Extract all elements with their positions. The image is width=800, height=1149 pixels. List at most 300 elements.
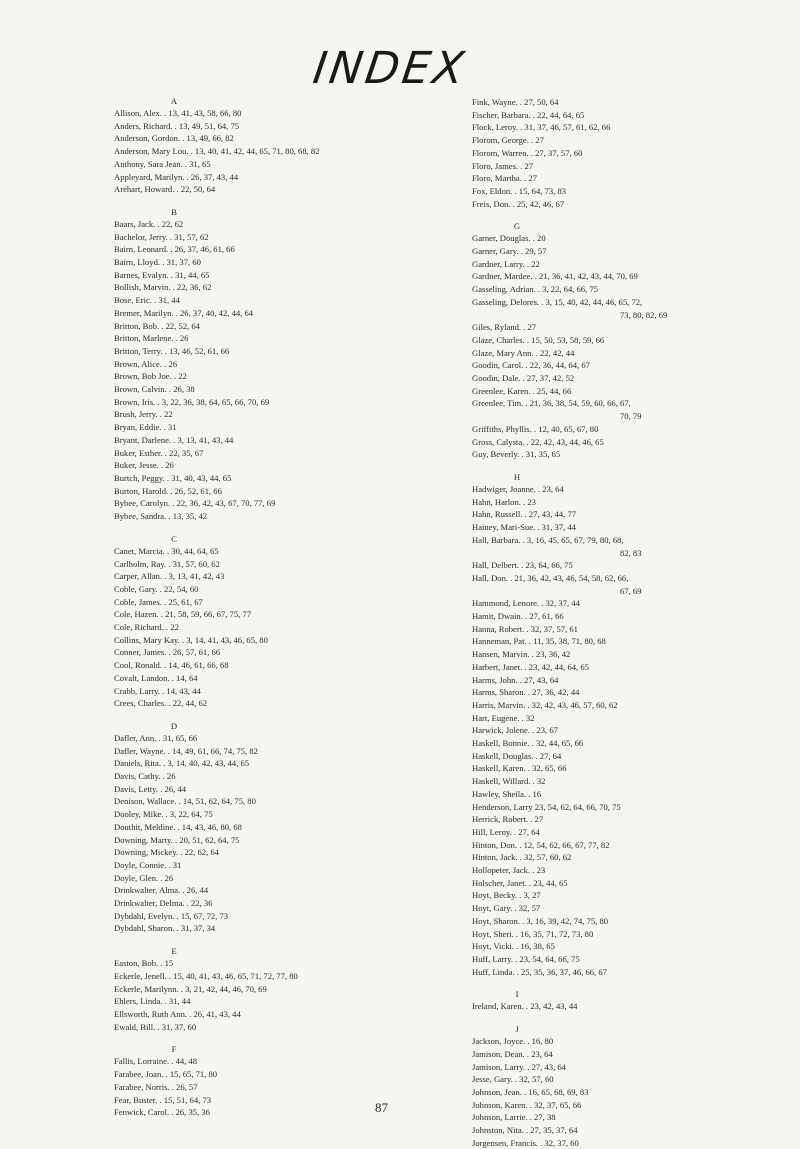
index-entry <box>104 834 464 847</box>
index-entry <box>104 510 464 523</box>
index-entry <box>104 434 464 447</box>
entry-text: Buker, Jesse. . 26 <box>114 460 174 471</box>
entry-text: Gasseling, Adrian. . 3, 22, 64, 66, 75 <box>472 284 599 295</box>
index-entry <box>462 813 800 826</box>
index-entry <box>462 397 800 422</box>
index-entry <box>104 672 464 685</box>
entry-text: Anthony, Sara Jean. . 31, 65 <box>114 158 211 169</box>
entry-text: Hamit, Dwain. . 27, 61, 66 <box>472 611 564 622</box>
entry-text: Barnes, Evalyn. . 31, 44, 65 <box>114 269 210 280</box>
index-entry <box>462 1000 800 1013</box>
entry-text: Farabee, Norris. . 26, 57 <box>114 1081 198 1092</box>
index-entry <box>104 897 464 910</box>
entry-text: Crabb, Larry. . 14, 43, 44 <box>114 685 201 696</box>
index-entry <box>104 158 464 171</box>
section-letter: E <box>171 946 177 957</box>
entry-text: Drinkwalter, Delma. . 22, 36 <box>114 898 213 909</box>
entry-text: Brown, Bob Joe. . 22 <box>114 371 187 382</box>
index-entry <box>104 745 464 758</box>
index-entry <box>104 332 464 345</box>
entry-text: Haskell, Willard. . 32 <box>472 776 546 787</box>
index-entry <box>104 757 464 770</box>
entry-text: Hall, Delbert. . 23, 64, 66, 75 <box>472 560 573 571</box>
section-letter: H <box>513 471 521 482</box>
index-entry <box>104 1094 464 1107</box>
entry-text: Gasseling, Delores. . 3, 15, 40, 42, 44, 46, 65, 72, <box>472 296 643 307</box>
index-entry <box>104 1055 464 1068</box>
entry-text: Bybee, Carolyn. . 22, 36, 42, 43, 67, 70, 77, 69 <box>114 498 276 509</box>
entry-text: Cole, Richard. . 22 <box>114 622 179 633</box>
entry-text: Covalt, Landon. . 14, 64 <box>114 672 198 683</box>
index-entry <box>104 859 464 872</box>
index-entry <box>462 1137 800 1149</box>
index-entry <box>462 436 800 449</box>
index-section <box>462 96 800 210</box>
index-entry <box>104 183 464 196</box>
index-entry <box>462 347 800 360</box>
entry-text: Bryan, Eddie. . 31 <box>114 422 177 433</box>
entry-text: Herrick, Robert. . 27 <box>472 814 544 825</box>
entry-text: Hahn, Harlon. . 23 <box>472 496 536 507</box>
index-entry <box>462 385 800 398</box>
section-letter: D <box>170 720 178 731</box>
index-entry <box>462 559 800 572</box>
entry-text: Cool, Ronald. . 14, 46, 61, 66, 68 <box>114 660 229 671</box>
entry-text: Bose, Eric. . 31, 44 <box>114 295 180 306</box>
entry-text: Daniels, Rita. . 3, 14, 40, 42, 43, 44, 65 <box>114 758 250 769</box>
index-section <box>462 472 800 978</box>
index-entry <box>462 109 800 122</box>
entry-text: Hinton, Don. . 12, 54, 62, 66, 67, 77, 82 <box>472 839 610 850</box>
entry-text: Henderson, Larry 23, 54, 62, 64, 66, 70, 75 <box>472 801 621 812</box>
index-entry <box>462 160 800 173</box>
entry-text: Hainey, Mari-Sue. . 31, 37, 44 <box>472 522 576 533</box>
index-entry <box>462 1061 800 1074</box>
entry-text: Ireland, Karen. . 23, 42, 43, 44 <box>472 1001 578 1012</box>
index-entry <box>462 270 800 283</box>
entry-text: Bairn, Lloyd. . 31, 37, 60 <box>114 257 201 268</box>
entry-text: Appleyard, Marilyn. . 26, 37, 43, 44 <box>114 171 239 182</box>
entry-text: Davis, Cathy. . 26 <box>114 771 176 782</box>
entry-text: Johnston, Nita. . 27, 35, 37, 64 <box>472 1125 578 1136</box>
index-entry <box>104 107 464 120</box>
entry-text: Hall, Don. . 21, 36, 42, 43, 46, 54, 58, 62, 66, <box>472 572 629 583</box>
entry-text: Flock, Leroy. . 31, 37, 46, 57, 61, 62, 66 <box>472 122 611 133</box>
index-entry <box>462 147 800 160</box>
index-entry <box>104 621 464 634</box>
index-column-right <box>462 96 800 1149</box>
index-entry <box>104 231 464 244</box>
entry-text: Brown, Iris. . 3, 22, 36, 38, 64, 65, 66, 70, 69 <box>114 396 270 407</box>
index-entry <box>104 983 464 996</box>
entry-text: Haskell, Bonnie. . 32, 44, 65, 66 <box>472 738 584 749</box>
index-entry <box>104 345 464 358</box>
entry-text: Coble, James. . 25, 61, 67 <box>114 596 203 607</box>
entry-text: Floro, Martha. . 27 <box>472 173 537 184</box>
entry-text: Hanna, Robert. . 32, 37, 57, 61 <box>472 623 578 634</box>
entry-text: Guy, Beverly. . 31, 35, 65 <box>472 449 561 460</box>
entry-text: Britton, Marlene. . 26 <box>114 333 189 344</box>
entry-text: Coble, Gary. . 22, 54, 60 <box>114 583 199 594</box>
index-entry <box>104 732 464 745</box>
entry-text: Freis, Don. . 25, 42, 46, 67 <box>472 198 565 209</box>
entry-text: Ellsworth, Ruth Ann. . 26, 41, 43, 44 <box>114 1009 241 1019</box>
entry-text: Doyle, Connie. . 31 <box>114 859 182 870</box>
index-entry <box>462 597 800 610</box>
entry-text: Hawley, Sheila. . 16 <box>472 788 542 799</box>
index-entry <box>462 877 800 890</box>
entry-text: Haskell, Douglas. . 27, 64 <box>472 750 562 761</box>
index-entry <box>104 307 464 320</box>
entry-text: Gross, Calysta. . 22, 42, 43, 44, 46, 65 <box>472 436 604 447</box>
entry-text: Fox, Eldon. . 15, 64, 73, 83 <box>472 185 567 196</box>
entry-text: Douthit, Meldine. . 14, 43, 46, 80, 68 <box>114 821 242 832</box>
index-entry <box>462 448 800 461</box>
section-letter: F <box>171 1044 177 1055</box>
entry-text: Britton, Bob. . 22, 52, 64 <box>114 320 200 331</box>
entry-text: Davis, Letty. . 26, 44 <box>114 783 187 794</box>
entry-text: Carlholm, Ray. . 31, 57, 60, 62 <box>114 558 220 569</box>
index-section <box>104 534 464 710</box>
index-entry <box>104 396 464 409</box>
index-entry <box>104 281 464 294</box>
entry-text: Carper, Allan. . 3, 13, 41, 42, 43 <box>114 571 225 582</box>
index-entry <box>104 558 464 571</box>
entry-text: Denison, Wallace. . 14, 51, 62, 64, 75, 80 <box>114 796 256 807</box>
index-entry <box>462 296 800 321</box>
index-entry <box>462 1086 800 1099</box>
entry-text: Huff, Linda. . 25, 35, 36, 37, 46, 66, 67 <box>472 966 607 977</box>
index-entry <box>462 134 800 147</box>
index-entry <box>462 1124 800 1137</box>
entry-text: Brush, Jerry. . 22 <box>114 409 173 420</box>
index-entry <box>462 572 800 597</box>
index-entry <box>104 872 464 885</box>
entry-text: Glaze, Charles. . 15, 50, 53, 58, 59, 66 <box>472 334 605 345</box>
index-entry <box>104 171 464 184</box>
index-entry <box>462 483 800 496</box>
index-entry <box>462 851 800 864</box>
index-section <box>462 221 800 461</box>
entry-text: Burtch, Peggy. . 31, 40, 43, 44, 65 <box>114 472 232 483</box>
index-section <box>462 989 800 1013</box>
index-entry <box>104 243 464 256</box>
entry-text: Harms, John. . 27, 43, 64 <box>472 674 559 685</box>
entry-text: Jamison, Larry. . 27, 43, 64 <box>472 1061 566 1072</box>
index-entry <box>104 846 464 859</box>
entry-text: Brown, Alice. . 26 <box>114 358 178 369</box>
entry-text: Britton, Terry. . 13, 46, 52, 61, 66 <box>114 345 230 356</box>
index-entry <box>104 995 464 1008</box>
entry-text: Hansen, Marvin. . 23, 36, 42 <box>472 649 571 660</box>
section-letter: I <box>515 989 519 1000</box>
entry-text: Florom, Warren. . 27, 37, 57, 60 <box>472 147 583 158</box>
index-entry <box>104 132 464 145</box>
entry-text: Cole, Hazen. . 21, 58, 59, 66, 67, 75, 77 <box>114 609 252 620</box>
index-section <box>104 946 464 1033</box>
entry-text: Bybee, Sandra. . 13, 35, 42 <box>114 511 208 522</box>
index-entry <box>104 922 464 935</box>
entry-text: Downing, Mickey. . 22, 62, 64 <box>114 847 219 858</box>
entry-text: Jorgensen, Francis. . 32, 37, 60 <box>472 1137 579 1148</box>
index-entry <box>462 245 800 258</box>
section-letter: B <box>171 206 177 217</box>
index-entry <box>462 788 800 801</box>
entry-text: Bachelor, Jerry. . 31, 57, 62 <box>114 231 209 242</box>
entry-text: Eckerle, Jenell. . 15, 40, 41, 43, 46, 65, 71, 72, 77, 80 <box>114 970 298 981</box>
entry-text: Hollopeter, Jack. . 23 <box>472 865 546 876</box>
index-entry <box>462 712 800 725</box>
entry-text: Johnson, Jean. . 16, 65, 68, 69, 83 <box>472 1086 589 1097</box>
index-entry <box>462 534 800 559</box>
index-entry <box>462 775 800 788</box>
entry-text: Huff, Larry. . 23, 54, 64, 66, 75 <box>472 954 580 964</box>
index-entry <box>462 172 800 185</box>
index-entry <box>462 521 800 534</box>
entry-text: Crees, Charles. . 22, 44, 62 <box>114 698 208 709</box>
index-entry <box>104 256 464 269</box>
index-section <box>104 96 464 196</box>
entry-text: Bollish, Marvin. . 22, 36, 62 <box>114 282 212 293</box>
index-entry <box>462 889 800 902</box>
section-letter: J <box>515 1024 519 1035</box>
index-entry <box>104 634 464 647</box>
entry-text: Eckerle, Marilynn. . 3, 21, 42, 44, 46, 70, 69 <box>114 983 267 994</box>
index-entry <box>104 320 464 333</box>
index-entry <box>462 496 800 509</box>
index-entry <box>104 1068 464 1081</box>
entry-text: Goodin, Dale. . 27, 37, 42, 52 <box>472 373 575 384</box>
entry-text: Harbert, Janet. . 23, 42, 44, 64, 65 <box>472 661 589 672</box>
index-entry <box>104 770 464 783</box>
index-entry <box>104 358 464 371</box>
entry-text: Drinkwalter, Alma. . 26, 44 <box>114 885 209 896</box>
entry-text: Garner, Douglas. . 20 <box>472 233 546 244</box>
index-entry <box>462 359 800 372</box>
entry-text: Bairn, Leonard. . 26, 37, 46, 61, 66 <box>114 244 235 255</box>
index-entry <box>104 821 464 834</box>
index-entry <box>462 686 800 699</box>
index-entry <box>104 608 464 621</box>
entry-text: Greenlee, Karen. . 25, 44, 66 <box>472 385 572 396</box>
index-entry <box>462 508 800 521</box>
index-section <box>104 721 464 935</box>
entry-text: Buker, Esther. . 22, 35, 67 <box>114 447 204 458</box>
index-entry <box>462 635 800 648</box>
entry-text: Anderson, Gordon. . 13, 49, 66, 82 <box>114 133 234 144</box>
entry-text: Fenwick, Carol. . 26, 35, 36 <box>114 1107 210 1118</box>
entry-text: Arehart, Howard. . 22, 50, 64 <box>114 184 216 195</box>
index-entry <box>462 699 800 712</box>
page-title: INDEX <box>310 43 470 95</box>
entry-text: Florom, George. . 27 <box>472 135 544 146</box>
index-entry <box>104 583 464 596</box>
entry-text: Hahn, Russell. . 27, 43, 44, 77 <box>472 509 577 520</box>
section-letter: G <box>513 221 521 232</box>
index-entry <box>104 408 464 421</box>
index-entry <box>462 839 800 852</box>
index-entry <box>104 545 464 558</box>
index-section <box>104 207 464 523</box>
entry-text: Burton, Harold. . 26, 52, 61, 66 <box>114 485 222 496</box>
entry-continuation: 67, 69 <box>620 585 642 596</box>
index-entry <box>462 940 800 953</box>
entry-text: Gardner, Larry. . 22 <box>472 258 540 269</box>
entry-text: Jesse, Gary. . 32, 57, 60 <box>472 1074 554 1085</box>
index-entry <box>462 864 800 877</box>
index-entry <box>104 269 464 282</box>
index-entry <box>462 610 800 623</box>
index-entry <box>462 423 800 436</box>
index-entry <box>462 737 800 750</box>
entry-text: Allison, Alex. . 13, 41, 43, 58, 66, 80 <box>114 108 242 118</box>
index-entry <box>462 232 800 245</box>
entry-text: Harms, Sharon. . 27, 36, 42, 44 <box>472 687 580 698</box>
index-entry <box>462 1035 800 1048</box>
entry-continuation: 73, 80, 82, 69 <box>620 309 668 320</box>
index-entry <box>462 198 800 211</box>
index-entry <box>104 145 464 158</box>
section-letter: A <box>170 96 178 106</box>
index-entry <box>104 884 464 897</box>
index-entry <box>104 421 464 434</box>
index-entry <box>462 928 800 941</box>
index-entry <box>462 283 800 296</box>
entry-text: Anders, Richard. . 13, 49, 51, 64, 75 <box>114 120 240 131</box>
index-entry <box>462 121 800 134</box>
index-entry <box>462 258 800 271</box>
entry-text: Hadwiger, Joanne. . 23, 64 <box>472 483 564 494</box>
index-column-left <box>104 96 464 1119</box>
index-section <box>104 1044 464 1119</box>
entry-text: Dybdahl, Sharon. . 31, 37, 34 <box>114 923 216 934</box>
entry-text: Haskell, Karen. . 32, 65, 66 <box>472 763 567 774</box>
index-entry <box>104 383 464 396</box>
entry-text: Dybdahl, Evelyn. . 15, 67, 72, 73 <box>114 910 229 921</box>
index-entry <box>104 459 464 472</box>
index-entry <box>104 472 464 485</box>
index-entry <box>104 570 464 583</box>
entry-text: Hart, Eugene. . 32 <box>472 712 535 723</box>
entry-text: Fear, Buster. . 15, 51, 64, 73 <box>114 1094 212 1105</box>
entry-text: Hoyt, Becky. . 3, 27 <box>472 890 541 901</box>
index-entry <box>104 957 464 970</box>
index-entry <box>462 826 800 839</box>
entry-continuation: 70, 79 <box>620 411 642 422</box>
entry-text: Hinton, Jack. . 32, 57, 60, 62 <box>472 852 572 863</box>
index-entry <box>462 372 800 385</box>
index-entry <box>104 447 464 460</box>
entry-text: Collins, Mary Kay. . 3, 14, 41, 43, 46, 65, 80 <box>114 634 268 645</box>
index-entry <box>462 762 800 775</box>
entry-text: Conner, James. . 26, 57, 61, 66 <box>114 647 221 658</box>
index-entry <box>462 334 800 347</box>
entry-text: Jackson, Joyce. . 16, 80 <box>472 1036 554 1047</box>
entry-text: Hoyt, Sheri. . 16, 35, 71, 72, 73, 80 <box>472 928 594 939</box>
index-entry <box>462 1048 800 1061</box>
entry-text: Bryant, Darlene. . 3, 13, 41, 43, 44 <box>114 434 234 445</box>
entry-text: Garner, Gary. . 29, 57 <box>472 246 547 257</box>
entry-text: Johnson, Karen. . 32, 37, 65, 66 <box>472 1099 582 1110</box>
index-entry <box>462 750 800 763</box>
entry-text: Johnson, Larrie. . 27, 38 <box>472 1112 556 1123</box>
index-entry <box>104 808 464 821</box>
entry-text: Hill, Leroy. . 27, 64 <box>472 826 540 837</box>
entry-text: Giles, Ryland. . 27 <box>472 322 537 333</box>
index-entry <box>104 485 464 498</box>
entry-text: Fischer, Barbara. . 22, 44, 64, 65 <box>472 109 585 120</box>
index-entry <box>462 915 800 928</box>
index-entry <box>104 1106 464 1119</box>
entry-text: Baars, Jack. . 22, 62 <box>114 218 184 229</box>
index-entry <box>462 674 800 687</box>
index-entry <box>462 96 800 109</box>
section-letter: C <box>171 533 177 544</box>
entry-text: Doyle, Glen. . 26 <box>114 872 174 883</box>
entry-text: Hall, Barbara. . 3, 16, 45, 65, 67, 79, 80, 68, <box>472 534 624 545</box>
entry-text: Easton, Bob. . 15 <box>114 958 174 969</box>
index-entry <box>462 1111 800 1124</box>
entry-text: Fallis, Lorraine. . 44, 48 <box>114 1056 198 1067</box>
index-entry <box>462 321 800 334</box>
entry-text: Ehlers, Linda. . 31, 44 <box>114 996 191 1007</box>
index-entry <box>462 902 800 915</box>
entry-continuation: 82, 83 <box>620 547 642 558</box>
entry-text: Ewald, Bill. . 31, 37, 60 <box>114 1021 197 1032</box>
index-section <box>462 1024 800 1149</box>
index-entry <box>104 970 464 983</box>
index-entry <box>104 685 464 698</box>
index-entry <box>104 596 464 609</box>
entry-text: Glaze, Mary Ann. . 22, 42, 44 <box>472 347 575 358</box>
index-entry <box>104 646 464 659</box>
entry-text: Anderson, Mary Lou. . 13, 40, 41, 42, 44, 65, 71, 80, 68, 82 <box>114 146 320 157</box>
index-entry <box>462 801 800 814</box>
entry-text: Hoyt, Vicki. . 16, 38, 65 <box>472 941 555 952</box>
index-entry <box>462 661 800 674</box>
entry-text: Bremer, Marilyn. . 26, 37, 40, 42, 44, 64 <box>114 307 254 318</box>
index-entry <box>104 1008 464 1021</box>
index-entry <box>104 910 464 923</box>
entry-text: Downing, Marty. . 20, 51, 62, 64, 75 <box>114 834 240 845</box>
entry-text: Canet, Marcia. . 30, 44, 64, 65 <box>114 545 219 556</box>
entry-text: Hoyt, Sharon. . 3, 16, 39, 42, 74, 75, 80 <box>472 915 609 926</box>
entry-text: Jamison, Dean. . 23, 64 <box>472 1048 553 1059</box>
index-entry <box>462 953 800 966</box>
index-entry <box>104 1021 464 1034</box>
index-entry <box>462 1099 800 1112</box>
index-entry <box>104 783 464 796</box>
entry-text: Greenlee, Tim. . 21, 36, 38, 54, 59, 60, 66, 67, <box>472 398 631 409</box>
entry-text: Dafler, Wayne. . 14, 49, 61, 66, 74, 75, 82 <box>114 745 258 756</box>
index-entry <box>462 724 800 737</box>
entry-text: Dooley, Mike. . 3, 22, 64, 75 <box>114 809 213 820</box>
index-entry <box>104 218 464 231</box>
entry-text: Harwick, Jolene. . 23, 67 <box>472 725 558 736</box>
page-number: 87 <box>375 1100 388 1115</box>
entry-text: Gardner, Mardee. . 21, 36, 41, 42, 43, 44, 70, 69 <box>472 271 638 282</box>
index-entry <box>104 1081 464 1094</box>
entry-text: Griffiths, Phyllis. . 12, 40, 65, 67, 80 <box>472 423 599 434</box>
index-entry <box>104 370 464 383</box>
entry-text: Hanneman, Pat. . 11, 35, 38, 71, 80, 68 <box>472 636 606 647</box>
index-entry <box>462 623 800 636</box>
index-entry <box>104 697 464 710</box>
entry-text: Dafler, Ann. . 31, 65, 66 <box>114 732 198 743</box>
index-entry <box>462 648 800 661</box>
index-entry <box>104 659 464 672</box>
index-entry <box>462 185 800 198</box>
